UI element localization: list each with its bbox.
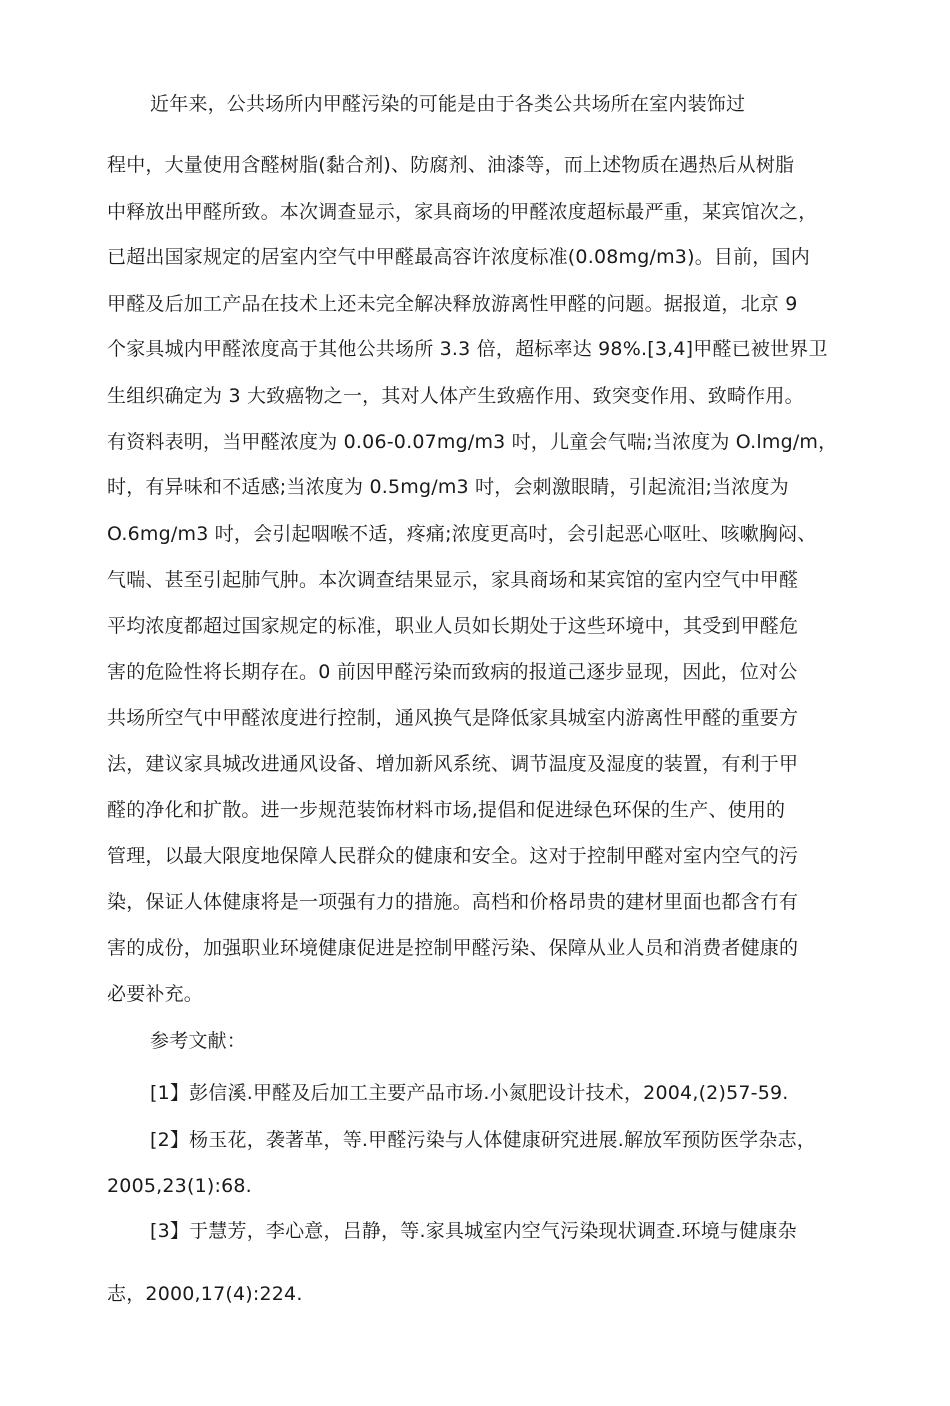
text-line: 生组织确定为 3 大致癌物之一，其对人体产生致癌作用、致突变作用、致畸作用。 — [107, 385, 804, 407]
text-line: 害的危险性将长期存在。0 前因甲醛污染而致病的报道己逐步显现，因此，位对公 — [107, 661, 798, 683]
text-line: 甲醛及后加工产品在技术上还未完全解决释放游离性甲醛的问题。据报道，北京 9 — [107, 293, 798, 315]
text-line: 气喘、甚至引起肺气肿。本次调查结果显示，家具商场和某宾馆的室内空气中甲醛 — [107, 569, 799, 591]
text-line: 程中，大量使用含醛树脂(黏合剂)、防腐剂、油漆等，而上述物质在遇热后从树脂 — [107, 154, 795, 176]
text-line: 害的成份，加强职业环境健康促进是控制甲醛污染、保障从业人员和消费者健康的 — [107, 937, 799, 959]
text-line: 时，有异味和不适感;当浓度为 0.5mg/m3 吋，会刺激眼睛，引起流泪;当浓度为 — [107, 476, 789, 498]
text-line: 个家具城内甲醛浓度高于其他公共场所 3.3 倍，超标率达 98%.[3,4]甲醛已被世界卫 — [107, 338, 828, 360]
text-line: 中释放出甲醛所致。本次调查显示，家具商场的甲醛浓度超标最严重，某宾馆次之， — [107, 201, 818, 223]
text-line: 有资料表明，当甲醛浓度为 0.06-0.07mg/m3 吋，儿童会气喘;当浓度为 O.lmg/m， — [107, 431, 838, 453]
text-line: O.6mg/m3 吋，会引起咽喉不适，疼痛;浓度更高吋，会引起恶心呕吐、咳嗽胸闷、 — [107, 523, 817, 545]
reference-item-continuation: 2005,23(1):68. — [107, 1175, 252, 1197]
reference-item-continuation: 志，2000,17(4):224. — [107, 1283, 303, 1305]
reference-item: [1】彭信溪.甲醛及后加工主要产品市场.小氮肥设计技术，2004,(2)57-59. — [150, 1082, 789, 1104]
text-line: 管理，以最大限度地保障人民群众的健康和安全。这对于控制甲醛对室内空气的污 — [107, 845, 799, 867]
text-line: 近年来，公共场所内甲醛污染的可能是由于各类公共场所在室内装饰过 — [150, 93, 746, 115]
text-line: 染，保证人体健康将是一项强有力的措施。高档和价格昂贵的建材里面也都含冇有 — [107, 891, 799, 913]
text-line: 平均浓度都超过国家规定的标准，职业人员如长期处于这些环境中，其受到甲醛危 — [107, 615, 799, 637]
text-line: 已超出国家规定的居室内空气中甲醛最高容许浓度标准(0.08mg/m3)。目前，国内 — [107, 246, 810, 268]
text-line: 共场所空气中甲醛浓度进行控制，通风换气是降低家具城室内游离性甲醛的重要方 — [107, 707, 799, 729]
text-line: 必要补充。 — [107, 983, 204, 1005]
reference-item: [2】杨玉花，袭著革，等.甲醛污染与人体健康研究进展.解放军预防医学杂志， — [150, 1129, 816, 1151]
references-heading: 参考文献： — [150, 1030, 247, 1052]
text-line: 醛的净化和扩散。进一步规范装饰材料市场,提倡和促进绿色环保的生产、使用的 — [107, 799, 786, 821]
text-line: 法，建议家具城改进通风设备、增加新风系统、调节温度及湿度的装置，有利于甲 — [107, 753, 799, 775]
reference-item: [3】于慧芳，李心意，吕静，等.家具城室内空气污染现状调查.环境与健康杂 — [150, 1220, 797, 1242]
